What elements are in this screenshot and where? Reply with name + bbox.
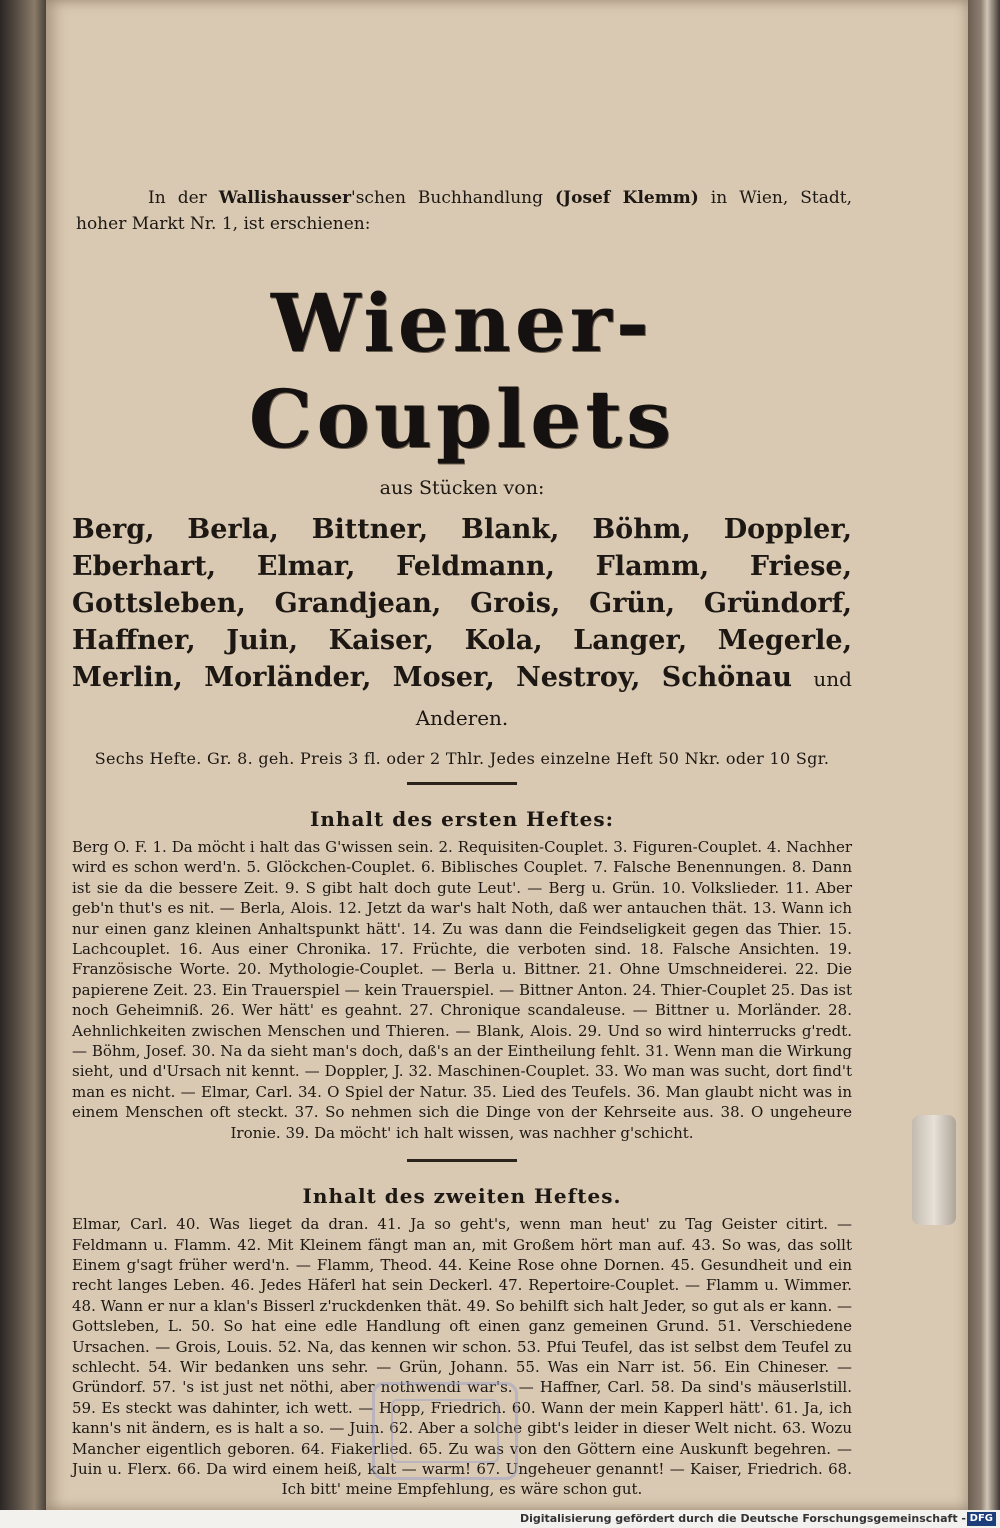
left-page-edge	[0, 0, 46, 1528]
divider	[407, 782, 517, 785]
intro-part: in Wien, Stadt, hoher Markt Nr. 1, ist erschienen:	[76, 188, 852, 234]
right-page-edge	[968, 0, 1000, 1510]
intro-part: 'schen Buchhandlung	[351, 188, 556, 208]
intro-part: In der	[148, 188, 219, 208]
page-content	[72, 185, 852, 1516]
stamp-inner	[391, 1399, 499, 1463]
footer-text: Digitalisierung gefördert durch die Deutsche Forschungsgemeinschaft -	[519, 1512, 966, 1525]
owner-name: (Josef Klemm)	[555, 188, 699, 208]
dfg-logo: DFG	[967, 1512, 996, 1526]
authors-end: und Anderen.	[415, 667, 852, 730]
authors-list	[72, 511, 852, 737]
authors-names: Berg, Berla, Bittner, Blank, Böhm, Doppler, Eberhart, Elmar, Feldmann, Flamm, Friese, Gottsleben, Grandjean, Grois, Grün, Gründorf, Haffner, Juin, Kaiser, Kola, Langer, Megerle, Merlin, Morländer, Moser, Nestroy, Schönau	[72, 514, 852, 693]
section2-body: Elmar, Carl. 40. Was lieget da dran. 41. Ja so geht's, wenn man heut' zu Tag Geister citirt. — Feldmann u. Flamm. 42. Mit Kleinem fängt man an, mit Großem hört man auf. 43. So was, das sollt Einem g'sagt früher werd'n. — Flamm, Theod. 44. Keine Rose ohne Dornen. 45. Gesundheit und ein recht langes Leben. 46. Jedes Häferl hat sein Deckerl. 47. Repertoire-Couplet. — Flamm u. Wimmer. 48. Wann er nur a klan's Bisserl z'ruckdenken thät. 49. So behilft sich halt Jeder, so gut als er kann. — Gottsleben, L. 50. So hat eine edle Handlung oft einen ganz gemeinen Grund. 51. Verschiedene Ursachen. — Grois, Louis. 52. Na, das kennen wir schon. 53. Pfui Teufel, das ist selbst dem Teufel zu schlecht. 54. Wir bedanken uns sehr. — Grün, Johann. 55. Was ein Narr ist. 56. Ein Chineser. — Gründorf. 57. 's ist just net nöthi, aber nothwendi war's. — Haffner, Carl. 58. Da sind's mäuserlstill. 59. Es steckt was dahinter, ich wett. — Hopp, Friedrich. 60. Wann der mein Kapperl hätt'. 61. Ja, ich kann's nit ändern, es is halt a so. — Juin. 62. Aber a solche gibt's leider in dieser Welt nicht. 63. Wozu Mancher eigentlich geboren. 64. Fiakerlied. 65. Zu was von den Göttern eine Auskunft begehren. — Juin u. Flerx. 66. Da wird einem heiß, kalt — warm! 67. Ungeheuer genannt! — Kaiser, Friedrich. 68. Ich bitt' meine Empfehlung, es wäre schon gut.	[72, 1215, 852, 1499]
bookmark-clip-icon	[912, 1115, 956, 1225]
section1-heading: Inhalt des ersten Heftes:	[310, 807, 614, 831]
page-title: Wiener-Couplets	[248, 276, 676, 466]
subtitle: aus Stücken von:	[379, 477, 545, 499]
intro-text	[72, 185, 852, 237]
section2-heading: Inhalt des zweiten Heftes.	[302, 1184, 622, 1209]
divider	[407, 1159, 517, 1162]
section1-body: Berg O. F. 1. Da möcht i halt das G'wissen sein. 2. Requisiten-Couplet. 3. Figuren-Couplet. 4. Nachher wird es schon werd'n. 5. Glöckchen-Couplet. 6. Biblisches Couplet. 7. Falsche Benennungen. 8. Dann ist sie da die bessere Zeit. 9. S gibt halt doch gute Leut'. — Berg u. Grün. 10. Volkslieder. 11. Aber geb'n thut's es nit. — Berla, Alois. 12. Jetzt da war's halt Noth, daß wer antauchen thät. 13. Wann ich nur einen ganz kleinen Anhaltspunkt hätt'. 14. Zu was dann die Feindseligkeit gegen das Thier. 15. Lachcouplet. 16. Aus einer Chronika. 17. Früchte, die verboten sind. 18. Falsche Ansichten. 19. Französische Worte. 20. Mythologie-Couplet. — Berla u. Bittner. 21. Ohne Umschneiderei. 22. Die papierene Zeit. 23. Ein Trauerspiel — kein Trauerspiel. — Bittner Anton. 24. Thier-Couplet 25. Das ist noch Geheimniß. 26. Wer hätt' es geahnt. 27. Chronique scandaleuse. — Bittner u. Morländer. 28. Aehnlichkeiten zwischen Menschen und Thieren. — Blank, Alois. 29. Und so wird hinterrucks g'redt. — Böhm, Josef. 30. Na da sieht man's doch, daß's an der Eintheilung fehlt. 31. Wenn man die Wirkung sieht, und d'Ursach nit kennt. — Doppler, J. 32. Maschinen-Couplet. 33. Wo man was sucht, dort find't man es nicht. — Elmar, Carl. 34. O Spiel der Natur. 35. Lied des Teufels. 36. Man glaubt nicht was in einem Menschen oft steckt. 37. So nehmen sich die Dinge von der Kehrseite aus. 38. O ungeheure Ironie. 39. Da möcht' ich halt wissen, was nachher g'schicht.	[72, 838, 852, 1142]
library-stamp-icon	[372, 1382, 518, 1480]
publisher-name: Wallishausser	[218, 188, 352, 208]
price-line: Sechs Hefte. Gr. 8. geh. Preis 3 fl. oder 2 Thlr. Jedes einzelne Heft 50 Nkr. oder 10 Sgr.	[94, 749, 830, 768]
